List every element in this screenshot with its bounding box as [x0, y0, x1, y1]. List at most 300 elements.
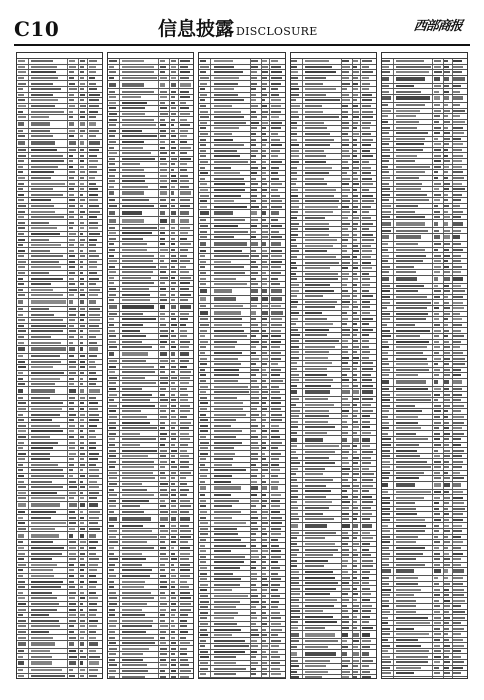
text-stroke — [271, 458, 279, 460]
table-cell — [179, 465, 193, 470]
text-stroke — [251, 511, 256, 513]
table-cell — [159, 663, 170, 668]
table-cell — [199, 76, 211, 81]
text-stroke — [122, 450, 156, 452]
table-cell — [251, 633, 262, 638]
text-stroke — [122, 477, 154, 479]
text-stroke — [200, 494, 205, 496]
table-cell — [251, 582, 262, 587]
text-stroke — [180, 676, 189, 678]
text-stroke — [160, 659, 166, 661]
table-cell — [108, 415, 120, 420]
table-cell — [179, 613, 193, 618]
table-cell — [79, 335, 88, 340]
table-cell — [120, 242, 159, 247]
table-cell — [108, 209, 120, 216]
text-stroke — [31, 414, 60, 416]
text-stroke — [122, 422, 150, 424]
table-cell — [291, 104, 303, 109]
text-stroke — [89, 372, 96, 374]
table-cell — [17, 579, 29, 584]
text-stroke — [262, 88, 266, 90]
table-cell — [68, 540, 79, 545]
text-stroke — [214, 645, 249, 647]
text-stroke — [200, 545, 205, 547]
table-cell — [68, 527, 79, 532]
table-cell — [29, 579, 68, 584]
table-cell — [79, 412, 88, 417]
table-cell — [88, 260, 102, 265]
text-stroke — [251, 94, 256, 96]
table-cell — [262, 451, 271, 456]
table-cell — [68, 159, 79, 164]
table-cell — [88, 248, 102, 253]
table-cell — [120, 646, 159, 651]
text-stroke — [69, 378, 74, 380]
text-stroke — [109, 631, 115, 633]
text-stroke — [69, 366, 76, 368]
table-cell — [179, 535, 193, 540]
text-stroke — [18, 569, 24, 571]
text-stroke — [69, 656, 77, 658]
table-cell — [120, 596, 159, 601]
text-stroke — [18, 575, 23, 577]
text-stroke — [160, 597, 166, 599]
text-stroke — [262, 219, 266, 221]
table-cell — [262, 210, 271, 217]
text-stroke — [109, 83, 116, 87]
table-cell — [159, 454, 170, 459]
table-cell — [251, 457, 262, 462]
table-cell — [179, 510, 193, 515]
table-cell — [170, 426, 179, 431]
table-cell — [170, 123, 179, 128]
text-stroke — [251, 475, 257, 477]
table-cell — [179, 658, 193, 663]
text-stroke — [342, 60, 349, 62]
text-stroke — [18, 553, 25, 555]
table-cell — [79, 365, 88, 370]
text-stroke — [160, 558, 168, 560]
text-stroke — [214, 155, 240, 157]
table-row — [199, 240, 284, 248]
text-stroke — [18, 88, 23, 90]
text-stroke — [80, 244, 84, 246]
text-stroke — [80, 188, 85, 190]
table-cell — [170, 392, 179, 397]
text-stroke — [171, 394, 176, 396]
text-stroke — [80, 166, 85, 168]
text-stroke — [271, 397, 281, 399]
text-stroke — [69, 430, 74, 432]
text-stroke — [160, 346, 165, 348]
table-cell — [251, 627, 262, 632]
table-cell — [262, 650, 271, 655]
table-cell — [68, 557, 79, 562]
text-stroke — [31, 511, 56, 513]
table-cell — [29, 563, 68, 568]
table-cell — [120, 345, 159, 350]
table-cell — [270, 446, 284, 451]
table-cell — [159, 168, 170, 173]
text-stroke — [18, 383, 25, 385]
table-cell — [108, 173, 120, 178]
text-stroke — [180, 416, 187, 418]
text-stroke — [122, 637, 153, 639]
table-cell — [199, 171, 211, 176]
table-cell — [29, 641, 68, 648]
text-stroke — [109, 180, 115, 182]
text-stroke — [251, 144, 256, 146]
text-stroke — [271, 419, 283, 421]
text-stroke — [80, 336, 84, 338]
text-stroke — [69, 71, 74, 73]
text-stroke — [31, 517, 51, 519]
table-cell — [88, 148, 102, 153]
table-cell — [17, 546, 29, 551]
text-stroke — [214, 77, 239, 79]
table-cell — [211, 678, 250, 679]
table-cell — [211, 521, 250, 526]
table-cell — [108, 540, 120, 545]
table-cell — [120, 590, 159, 595]
text-stroke — [353, 88, 357, 90]
text-stroke — [109, 530, 117, 532]
text-stroke — [160, 175, 167, 177]
text-stroke — [89, 378, 98, 380]
table-cell — [159, 276, 170, 281]
text-stroke — [180, 614, 189, 616]
table-cell — [199, 334, 211, 339]
text-stroke — [89, 308, 100, 310]
table-cell — [211, 451, 250, 456]
table-cell — [251, 451, 262, 456]
page-number: C10 — [14, 18, 59, 40]
text-stroke — [180, 472, 191, 474]
text-stroke — [200, 517, 206, 519]
text-stroke — [271, 500, 281, 502]
table-cell — [88, 76, 102, 81]
text-stroke — [31, 347, 65, 351]
text-stroke — [200, 500, 206, 502]
text-stroke — [180, 569, 190, 571]
text-stroke — [18, 511, 25, 513]
table-cell — [199, 224, 211, 229]
text-stroke — [69, 233, 77, 235]
table-cell — [270, 510, 284, 515]
text-stroke — [31, 475, 64, 477]
table-cell — [159, 304, 170, 311]
text-stroke — [214, 330, 244, 332]
table-cell — [179, 641, 193, 646]
text-stroke — [80, 625, 86, 627]
table-cell — [159, 298, 170, 303]
table-cell — [262, 627, 271, 632]
table-cell — [353, 87, 362, 92]
table-cell — [270, 81, 284, 86]
text-stroke — [271, 617, 281, 619]
table-cell — [29, 98, 68, 103]
text-stroke — [31, 592, 52, 594]
text-stroke — [109, 352, 114, 356]
text-stroke — [262, 673, 267, 675]
table-cell — [17, 109, 29, 114]
table-cell — [361, 93, 375, 98]
table-cell — [88, 318, 102, 323]
table-cell — [170, 248, 179, 253]
text-stroke — [160, 586, 168, 588]
text-stroke — [160, 91, 167, 93]
text-stroke — [271, 261, 282, 263]
text-stroke — [31, 177, 51, 179]
text-stroke — [31, 397, 50, 399]
text-stroke — [251, 640, 257, 642]
table-cell — [108, 596, 120, 601]
text-stroke — [160, 83, 165, 87]
text-stroke — [271, 60, 278, 62]
table-cell — [120, 364, 159, 369]
table-cell — [211, 288, 250, 295]
text-stroke — [271, 442, 282, 444]
table-cell — [108, 563, 120, 568]
table-cell — [170, 471, 179, 476]
text-stroke — [18, 194, 24, 196]
text-stroke — [171, 282, 176, 284]
text-stroke — [160, 186, 168, 188]
table-cell — [68, 81, 79, 86]
text-stroke — [214, 528, 237, 530]
table-cell — [353, 81, 362, 86]
table-cell — [29, 395, 68, 400]
table-cell — [262, 390, 271, 395]
text-stroke — [69, 614, 76, 616]
table-cell — [251, 418, 262, 423]
table-cell — [79, 187, 88, 192]
text-stroke — [80, 581, 84, 583]
text-stroke — [31, 122, 49, 126]
table-cell — [108, 551, 120, 556]
table-cell — [270, 165, 284, 170]
table-cell — [68, 360, 79, 365]
table-cell — [120, 551, 159, 556]
table-cell — [88, 463, 102, 468]
text-stroke — [214, 335, 247, 337]
table-cell — [262, 160, 271, 165]
table-cell — [108, 579, 120, 584]
table-cell — [79, 318, 88, 323]
table-cell — [17, 668, 29, 673]
table-cell — [79, 198, 88, 203]
text-stroke — [214, 363, 242, 365]
text-stroke — [80, 355, 85, 357]
table-cell — [79, 153, 88, 158]
text-stroke — [200, 425, 208, 427]
text-stroke — [89, 300, 96, 304]
table-cell — [88, 360, 102, 365]
table-cell — [88, 649, 102, 654]
table-cell — [88, 371, 102, 376]
text-stroke — [262, 318, 267, 320]
table-cell — [251, 429, 262, 434]
table-cell — [108, 198, 120, 203]
text-stroke — [89, 575, 97, 577]
table-cell — [79, 446, 88, 451]
text-stroke — [200, 533, 208, 535]
table-cell — [262, 276, 271, 281]
text-stroke — [18, 625, 27, 627]
table-cell — [79, 181, 88, 186]
text-stroke — [122, 625, 152, 627]
text-stroke — [122, 620, 152, 622]
text-stroke — [89, 586, 96, 588]
text-stroke — [31, 642, 55, 646]
text-stroke — [69, 569, 75, 571]
table-cell — [262, 457, 271, 462]
table-row — [17, 387, 102, 395]
table-cell — [108, 568, 120, 573]
table-cell — [199, 616, 211, 621]
table-cell — [68, 382, 79, 387]
text-stroke — [214, 189, 245, 191]
text-stroke — [160, 113, 168, 115]
table-cell — [270, 412, 284, 417]
text-stroke — [214, 511, 241, 513]
text-stroke — [89, 534, 96, 538]
table-cell — [179, 523, 193, 528]
table-cell — [88, 307, 102, 312]
table-cell — [270, 605, 284, 610]
text-stroke — [262, 522, 268, 524]
table-cell — [211, 165, 250, 170]
table-cell — [88, 440, 102, 445]
table-cell — [170, 585, 179, 590]
text-stroke — [214, 324, 242, 326]
text-stroke — [180, 102, 187, 104]
table-cell — [68, 148, 79, 153]
table-cell — [108, 504, 120, 509]
table-cell — [251, 440, 262, 445]
text-stroke — [180, 664, 190, 666]
table-cell — [108, 669, 120, 674]
text-stroke — [80, 575, 85, 577]
text-stroke — [200, 589, 207, 591]
table-cell — [270, 401, 284, 406]
table-cell — [159, 173, 170, 178]
table-cell — [199, 276, 211, 281]
table-cell — [29, 329, 68, 334]
table-cell — [211, 229, 250, 234]
text-stroke — [214, 408, 243, 410]
table-cell — [251, 235, 262, 240]
text-stroke — [109, 169, 117, 171]
table-cell — [88, 382, 102, 387]
table-cell — [199, 362, 211, 367]
table-cell — [88, 590, 102, 595]
text-stroke — [180, 352, 189, 356]
text-stroke — [171, 410, 175, 412]
text-stroke — [214, 122, 246, 124]
table-cell — [199, 384, 211, 389]
table-cell — [270, 282, 284, 287]
table-cell — [251, 678, 262, 679]
table-cell — [159, 204, 170, 209]
text-stroke — [122, 299, 150, 301]
text-stroke — [180, 313, 189, 315]
table-cell — [88, 451, 102, 456]
table-cell — [179, 259, 193, 264]
table-cell — [88, 563, 102, 568]
table-cell — [211, 104, 250, 109]
table-cell — [179, 236, 193, 241]
text-stroke — [109, 472, 118, 474]
text-stroke — [214, 556, 246, 558]
text-stroke — [262, 122, 268, 124]
table-cell — [179, 292, 193, 297]
table-cell — [199, 610, 211, 615]
table-cell — [262, 446, 271, 451]
table-column — [198, 52, 285, 679]
table-cell — [108, 574, 120, 579]
table-cell — [29, 282, 68, 287]
text-stroke — [271, 255, 282, 257]
table-cell — [29, 365, 68, 370]
table-cell — [262, 599, 271, 604]
table-cell — [29, 407, 68, 412]
table-cell — [270, 463, 284, 468]
text-stroke — [180, 422, 191, 424]
text-stroke — [122, 575, 149, 577]
text-stroke — [18, 597, 25, 599]
text-stroke — [200, 211, 209, 215]
table-cell — [211, 672, 250, 677]
text-stroke — [262, 414, 266, 416]
table-cell — [88, 312, 102, 317]
table-cell — [108, 376, 120, 381]
page-header — [14, 18, 470, 42]
text-stroke — [214, 133, 233, 135]
table-cell — [88, 220, 102, 225]
text-stroke — [180, 466, 189, 468]
table-cell — [108, 65, 120, 70]
table-cell — [170, 298, 179, 303]
table-cell — [88, 479, 102, 484]
table-cell — [199, 560, 211, 565]
table-cell — [88, 596, 102, 601]
table-cell — [270, 265, 284, 270]
table-cell — [170, 370, 179, 375]
text-stroke — [271, 494, 281, 496]
table-cell — [29, 104, 68, 109]
table-cell — [17, 521, 29, 526]
text-stroke — [109, 335, 116, 337]
text-stroke — [262, 250, 267, 252]
text-stroke — [180, 335, 187, 337]
table-cell — [17, 540, 29, 545]
text-stroke — [160, 416, 167, 418]
text-stroke — [160, 483, 168, 485]
table-cell — [211, 549, 250, 554]
table-cell — [88, 568, 102, 573]
table-cell — [159, 563, 170, 568]
text-stroke — [80, 283, 84, 285]
text-stroke — [31, 597, 57, 599]
text-stroke — [80, 71, 85, 73]
table-cell — [120, 151, 159, 156]
table-cell — [170, 70, 179, 75]
text-stroke — [18, 408, 26, 410]
table-cell — [159, 499, 170, 504]
text-stroke — [180, 271, 189, 273]
